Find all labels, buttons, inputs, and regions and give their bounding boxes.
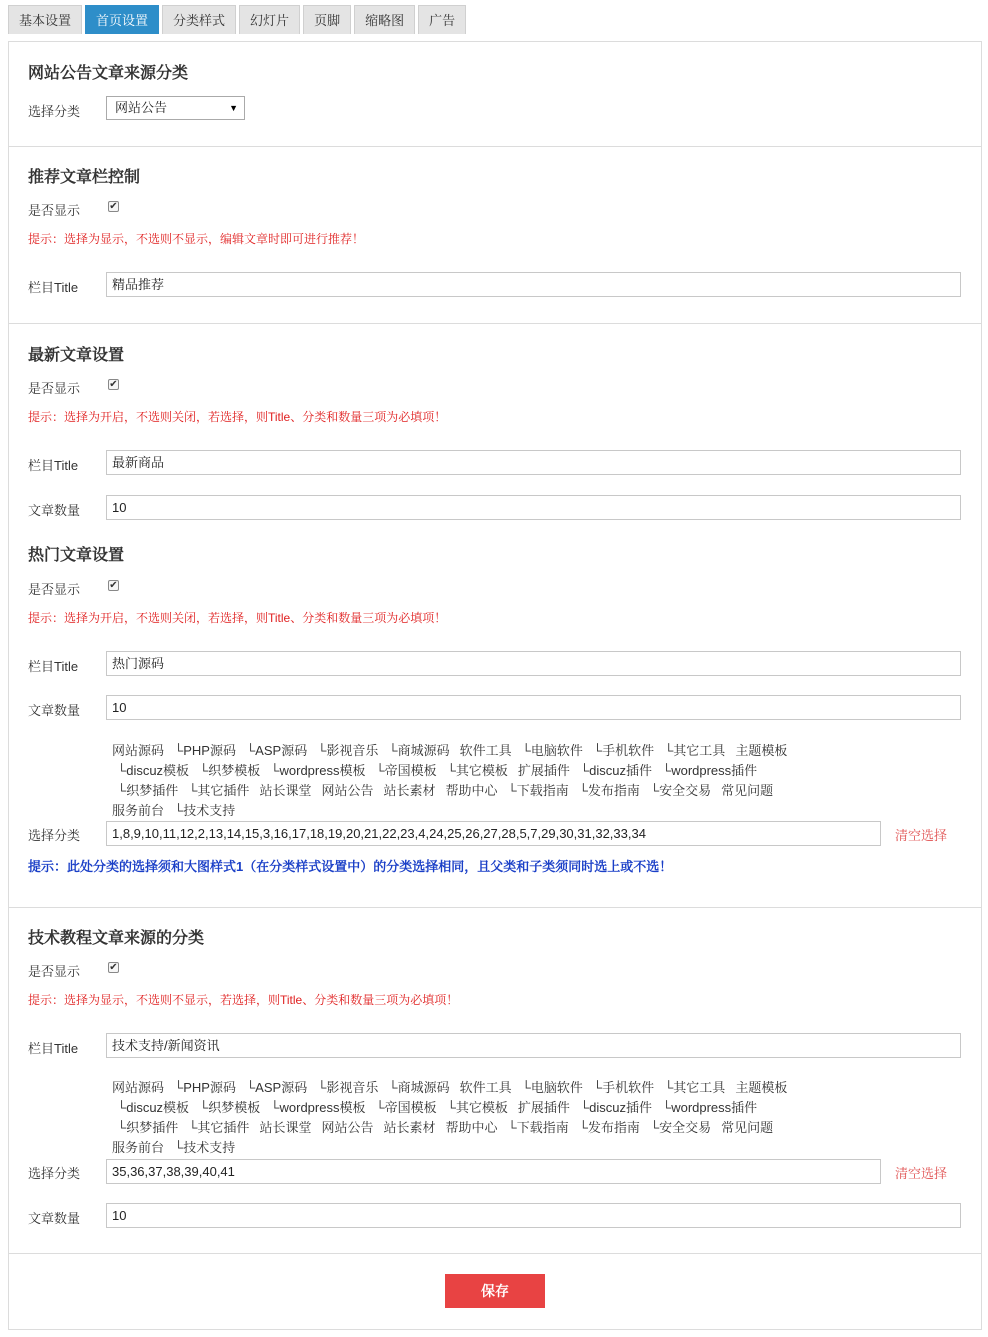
category-option[interactable]: └安全交易 bbox=[649, 1120, 712, 1135]
category-option[interactable]: 服务前台 bbox=[112, 803, 165, 818]
tech-show-checkbox[interactable]: ✔ bbox=[109, 962, 118, 973]
hot-count-label: 文章数量 bbox=[28, 703, 81, 718]
latest-count-label: 文章数量 bbox=[28, 503, 81, 518]
hot-count-input[interactable]: 10 bbox=[106, 695, 961, 720]
category-option[interactable]: 软件工具 bbox=[459, 1080, 512, 1095]
category-option[interactable]: 帮助中心 bbox=[445, 1120, 498, 1135]
notice-heading: 网站公告文章来源分类 bbox=[28, 65, 189, 82]
category-option[interactable]: └其它模板 bbox=[446, 1100, 508, 1115]
chevron-down-icon: ▼ bbox=[229, 103, 238, 113]
hot-show-label: 是否显示 bbox=[28, 582, 81, 597]
category-option[interactable]: 站长素材 bbox=[383, 1120, 436, 1135]
notice-select-value: 网站公告 bbox=[115, 100, 168, 115]
hot-category-list bbox=[112, 741, 892, 821]
category-option[interactable]: └织梦插件 bbox=[117, 1120, 179, 1135]
hot-clear-button[interactable]: 清空选择 bbox=[895, 828, 948, 843]
category-option[interactable]: └织梦模板 bbox=[199, 763, 261, 778]
tab-footer[interactable]: 页脚 bbox=[303, 5, 351, 34]
hot-category-label: 选择分类 bbox=[28, 828, 81, 843]
category-option[interactable]: 站长素材 bbox=[383, 783, 436, 798]
hot-show-checkbox[interactable]: ✔ bbox=[109, 580, 118, 591]
category-option[interactable]: └PHP源码 bbox=[174, 1080, 236, 1095]
category-option[interactable]: └wordpress插件 bbox=[661, 763, 758, 778]
latest-title-label: 栏目Title bbox=[28, 458, 79, 473]
category-option[interactable]: 站长课堂 bbox=[259, 1120, 312, 1135]
category-option[interactable]: └发布指南 bbox=[578, 783, 640, 798]
category-option[interactable]: └影视音乐 bbox=[317, 743, 379, 758]
category-option[interactable]: └下载指南 bbox=[507, 783, 569, 798]
category-option[interactable]: 扩展插件 bbox=[517, 1100, 570, 1115]
hot-tip: 提示：选择为开启，不选则关闭，若选择，则Title、分类和数量三项为必填项！ bbox=[28, 611, 447, 625]
hot-category-input[interactable]: 1,8,9,10,11,12,2,13,14,15,3,16,17,18,19,20,21,22,23,4,24,25,26,27,28,5,7,29,30,31,32,33,34 bbox=[106, 821, 881, 846]
recommend-show-label: 是否显示 bbox=[28, 203, 81, 218]
category-option[interactable]: └discuz模板 bbox=[117, 763, 190, 778]
category-option[interactable]: 软件工具 bbox=[459, 743, 512, 758]
divider bbox=[9, 323, 981, 324]
category-option[interactable]: └下载指南 bbox=[507, 1120, 569, 1135]
category-option[interactable]: └wordpress模板 bbox=[270, 1100, 366, 1115]
category-option[interactable]: 主题模板 bbox=[735, 743, 788, 758]
tech-clear-button[interactable]: 清空选择 bbox=[895, 1166, 948, 1181]
latest-show-checkbox[interactable]: ✔ bbox=[109, 379, 118, 390]
category-option[interactable]: └电脑软件 bbox=[521, 1080, 583, 1095]
hot-bold-tip: 提示：此处分类的选择须和大图样式1（在分类样式设置中）的分类选择相同，且父类和子类须同时选上或不选！ bbox=[28, 859, 673, 874]
tab-home[interactable]: 首页设置 bbox=[85, 5, 159, 34]
recommend-heading: 推荐文章栏控制 bbox=[28, 169, 141, 186]
category-option[interactable]: 服务前台 bbox=[112, 1140, 165, 1155]
tech-title-input[interactable]: 技术支持/新闻资讯 bbox=[106, 1033, 961, 1058]
settings-panel bbox=[8, 41, 982, 1330]
latest-tip: 提示：选择为开启，不选则关闭，若选择，则Title、分类和数量三项为必填项！ bbox=[28, 410, 447, 424]
category-option[interactable]: 网站源码 bbox=[112, 1080, 165, 1095]
tab-category-style[interactable]: 分类样式 bbox=[162, 5, 236, 34]
category-option[interactable]: └织梦插件 bbox=[117, 783, 179, 798]
tech-category-list bbox=[112, 1078, 892, 1158]
category-option[interactable]: 常见问题 bbox=[721, 1120, 774, 1135]
category-option[interactable]: └织梦模板 bbox=[199, 1100, 261, 1115]
tab-basic[interactable]: 基本设置 bbox=[8, 5, 82, 34]
tech-count-input[interactable]: 10 bbox=[106, 1203, 961, 1228]
category-option[interactable]: 主题模板 bbox=[735, 1080, 788, 1095]
category-option[interactable]: └discuz模板 bbox=[117, 1100, 190, 1115]
category-row bbox=[112, 1098, 892, 1118]
category-option[interactable]: └ASP源码 bbox=[245, 743, 308, 758]
category-option[interactable]: └影视音乐 bbox=[317, 1080, 379, 1095]
tab-slideshow[interactable]: 幻灯片 bbox=[239, 5, 300, 34]
category-option[interactable]: └其它插件 bbox=[188, 1120, 250, 1135]
category-option[interactable]: 站长课堂 bbox=[259, 783, 312, 798]
tech-category-input[interactable]: 35,36,37,38,39,40,41 bbox=[106, 1159, 881, 1184]
category-option[interactable]: 网站公告 bbox=[321, 1120, 374, 1135]
notice-select-label: 选择分类 bbox=[28, 104, 81, 119]
category-option[interactable]: 常见问题 bbox=[721, 783, 774, 798]
tech-category-label: 选择分类 bbox=[28, 1166, 81, 1181]
category-option[interactable]: └手机软件 bbox=[592, 743, 655, 758]
tech-tip: 提示：选择为显示，不选则不显示，若选择，则Title、分类和数量三项为必填项！ bbox=[28, 993, 459, 1007]
category-row bbox=[112, 741, 892, 761]
divider bbox=[9, 1253, 981, 1254]
tech-show-label: 是否显示 bbox=[28, 964, 81, 979]
tech-count-label: 文章数量 bbox=[28, 1211, 81, 1226]
category-row bbox=[112, 1078, 892, 1098]
hot-title-input[interactable]: 热门源码 bbox=[106, 651, 961, 676]
latest-title-input[interactable]: 最新商品 bbox=[106, 450, 961, 475]
category-row bbox=[112, 1138, 892, 1158]
category-option[interactable]: └wordpress插件 bbox=[661, 1100, 758, 1115]
category-row bbox=[112, 801, 892, 821]
tab-thumbnail[interactable]: 缩略图 bbox=[354, 5, 415, 34]
category-option[interactable]: └其它工具 bbox=[664, 743, 726, 758]
category-option[interactable]: └PHP源码 bbox=[174, 743, 236, 758]
category-option[interactable]: └技术支持 bbox=[174, 1140, 236, 1155]
category-row bbox=[112, 761, 892, 781]
recommend-tip: 提示：选择为显示，不选则不显示，编辑文章时即可进行推荐！ bbox=[28, 232, 365, 246]
tab-ads[interactable]: 广告 bbox=[418, 5, 466, 34]
category-option[interactable]: └ASP源码 bbox=[245, 1080, 308, 1095]
category-option[interactable]: └discuz插件 bbox=[579, 763, 652, 778]
category-option[interactable]: └发布指南 bbox=[578, 1120, 640, 1135]
category-option[interactable]: └其它模板 bbox=[446, 763, 508, 778]
category-option[interactable]: └其它工具 bbox=[664, 1080, 726, 1095]
category-row bbox=[112, 1118, 892, 1138]
category-option[interactable]: └手机软件 bbox=[592, 1080, 655, 1095]
divider bbox=[9, 907, 981, 908]
latest-heading: 最新文章设置 bbox=[28, 347, 125, 364]
category-option[interactable]: 网站源码 bbox=[112, 743, 165, 758]
category-row bbox=[112, 781, 892, 801]
recommend-show-checkbox[interactable]: ✔ bbox=[109, 201, 118, 212]
category-option[interactable]: └商城源码 bbox=[388, 743, 450, 758]
divider bbox=[9, 146, 981, 147]
category-option[interactable]: 网站公告 bbox=[321, 783, 374, 798]
category-option[interactable]: └wordpress模板 bbox=[270, 763, 366, 778]
category-option[interactable]: └discuz插件 bbox=[579, 1100, 652, 1115]
category-option[interactable]: └安全交易 bbox=[649, 783, 712, 798]
tech-title-label: 栏目Title bbox=[28, 1041, 79, 1056]
category-option[interactable]: └商城源码 bbox=[388, 1080, 450, 1095]
notice-category-select[interactable] bbox=[106, 96, 245, 120]
latest-count-input[interactable]: 10 bbox=[106, 495, 961, 520]
tech-heading: 技术教程文章来源的分类 bbox=[28, 930, 205, 947]
category-option[interactable]: └帝国模板 bbox=[375, 1100, 437, 1115]
latest-show-label: 是否显示 bbox=[28, 381, 81, 396]
category-option[interactable]: 帮助中心 bbox=[445, 783, 498, 798]
category-option[interactable]: └电脑软件 bbox=[521, 743, 583, 758]
hot-title-label: 栏目Title bbox=[28, 659, 79, 674]
category-option[interactable]: └帝国模板 bbox=[375, 763, 437, 778]
category-option[interactable]: 扩展插件 bbox=[517, 763, 570, 778]
save-button[interactable]: 保存 bbox=[445, 1274, 545, 1308]
settings-tabs bbox=[8, 5, 469, 34]
recommend-title-input[interactable]: 精品推荐 bbox=[106, 272, 961, 297]
category-option[interactable]: └其它插件 bbox=[188, 783, 250, 798]
category-option[interactable]: └技术支持 bbox=[174, 803, 236, 818]
hot-heading: 热门文章设置 bbox=[28, 547, 125, 564]
recommend-title-label: 栏目Title bbox=[28, 280, 79, 295]
